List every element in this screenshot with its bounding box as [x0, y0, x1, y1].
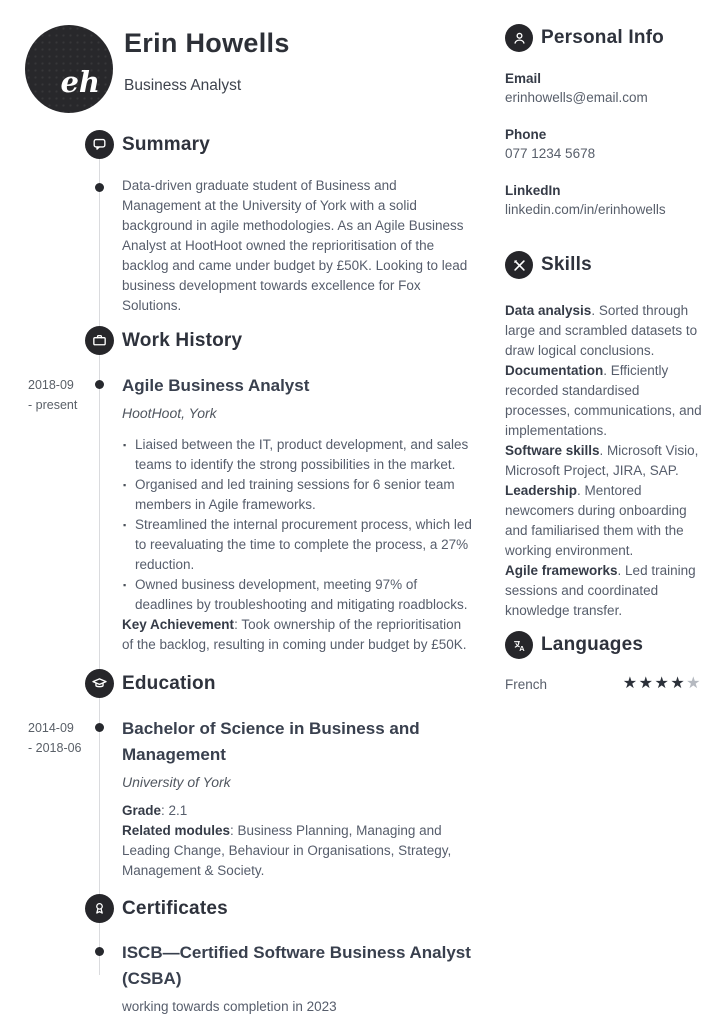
certificates-header — [122, 894, 474, 923]
summary-header — [122, 130, 474, 159]
skill-item — [505, 481, 702, 561]
language-rating-stars — [623, 675, 702, 693]
skill-item — [505, 441, 702, 481]
modules-value: : Business Planning, Managing and Leading Change, Behaviour in Organisations, Strategy, Management & Society. — [122, 823, 452, 878]
timeline-dot — [95, 723, 104, 732]
certificate-entry — [122, 940, 474, 1017]
section-skills — [505, 251, 702, 621]
work-entry-title: Agile Business Analyst — [122, 376, 310, 395]
work-entry-date — [28, 375, 98, 415]
section-work-history — [28, 326, 474, 655]
skill-desc: . Mentored newcomers during onboarding and familiarised them with the working environment. — [505, 483, 687, 558]
work-bullet: ▪ Streamlined the internal procurement process, which led to reevaluating the time to complete the process, a 27% reduction. — [122, 515, 474, 575]
certificate-note: working towards completion in 2023 — [122, 999, 337, 1014]
contact-item-email — [505, 69, 702, 108]
languages-title: Languages — [541, 634, 644, 655]
key-achievement-text: : Took ownership of the reprioritisation of the backlog, resulting in coming under budget by £50K. — [122, 617, 467, 652]
skill-name: Software skills — [505, 443, 600, 458]
resume-header — [0, 0, 482, 118]
work-entry — [28, 373, 474, 655]
briefcase-icon — [85, 326, 114, 355]
timeline-dot — [95, 947, 104, 956]
grade-value: : 2.1 — [161, 803, 188, 818]
skill-item — [505, 361, 702, 441]
skill-desc: . Sorted through large and scrambled datasets to draw logical conclusions. — [505, 303, 698, 358]
star-filled-icon: ★ — [670, 675, 687, 692]
skill-desc: . Led training sessions and coordinated knowledge transfer. — [505, 563, 696, 618]
email-value: erinhowells@email.com — [505, 90, 648, 105]
grade-line — [122, 801, 474, 821]
modules-label: Related modules — [122, 823, 231, 838]
summary-text: Data-driven graduate student of Business and Management at the University of York with a solid background in agile methodologies. As an Agile Business Analyst at HootHoot owned the reprioritisation of the backlog and came under budget by £50K. Looking to lead business development towards excellence for Fox Solutions. — [122, 178, 468, 313]
section-languages — [505, 631, 702, 693]
svg-text:A: A — [518, 643, 525, 653]
work-bullet: ▪ Liaised between the IT, product development, and sales teams to identify the strong possibilities in the market. — [122, 435, 474, 475]
skills-title: Skills — [541, 254, 592, 275]
skill-item — [505, 561, 702, 621]
candidate-name: Erin Howells — [124, 28, 290, 58]
grade-label: Grade — [122, 803, 162, 818]
timeline-dot — [95, 380, 104, 389]
section-summary — [122, 130, 474, 316]
skill-name: Documentation — [505, 363, 604, 378]
work-history-title: Work History — [122, 329, 243, 351]
award-ribbon-icon — [85, 894, 114, 923]
education-title: Education — [122, 672, 216, 694]
modules-line — [122, 821, 474, 881]
translate-icon — [505, 631, 533, 659]
skill-desc: . Microsoft Visio, Microsoft Project, JIRA, SAP. — [505, 443, 699, 478]
star-empty-icon: ★ — [686, 675, 702, 692]
personal-info-header — [505, 24, 702, 52]
certificate-entry-title: ISCB—Certified Software Business Analyst (CSBA) — [122, 943, 471, 988]
speech-bubble-icon — [85, 130, 114, 159]
section-certificates — [122, 894, 474, 1017]
contact-item-linkedin — [505, 181, 702, 220]
star-filled-icon: ★ — [638, 675, 655, 692]
skill-name: Leadership — [505, 483, 578, 498]
work-bullet-list — [122, 435, 474, 615]
crossed-tools-icon — [505, 251, 533, 279]
date-start: 2018-09 — [28, 378, 74, 392]
skill-desc: . Efficiently recorded standardised processes, communications, and implementations. — [505, 363, 702, 438]
side-column — [505, 0, 702, 693]
linkedin-value: linkedin.com/in/erinhowells — [505, 202, 666, 217]
star-filled-icon: ★ — [622, 675, 639, 692]
skills-header — [505, 251, 702, 279]
education-header — [122, 669, 474, 698]
section-education — [28, 669, 474, 881]
languages-header — [505, 631, 702, 659]
key-achievement — [122, 615, 474, 655]
timeline-dot — [95, 183, 104, 192]
phone-value: 077 1234 5678 — [505, 146, 596, 161]
candidate-job-title: Business Analyst — [124, 77, 242, 94]
date-end: - present — [28, 398, 78, 412]
education-entry-school: University of York — [122, 774, 231, 790]
star-filled-icon: ★ — [654, 675, 671, 692]
summary-entry — [122, 176, 474, 316]
date-start: 2014-09 — [28, 721, 74, 735]
graduation-cap-icon — [85, 669, 114, 698]
language-row — [505, 675, 702, 693]
education-entry-title: Bachelor of Science in Business and Management — [122, 719, 420, 764]
linkedin-label: LinkedIn — [505, 183, 561, 198]
skills-list — [505, 301, 702, 621]
avatar-initials: eh — [60, 65, 100, 99]
date-end: - 2018-06 — [28, 741, 82, 755]
personal-info-title: Personal Info — [541, 27, 664, 48]
phone-label: Phone — [505, 127, 547, 142]
work-entry-company: HootHoot, York — [122, 405, 217, 421]
person-icon — [505, 24, 533, 52]
work-history-header — [122, 326, 474, 355]
skill-item — [505, 301, 702, 361]
avatar — [25, 25, 113, 113]
education-entry-date — [28, 718, 98, 758]
education-details — [122, 801, 474, 881]
work-bullet: ▪ Owned business development, meeting 97% of deadlines by troubleshooting and mitigating roadblocks. — [122, 575, 474, 615]
contact-item-phone — [505, 125, 702, 164]
email-label: Email — [505, 71, 542, 86]
certificates-title: Certificates — [122, 897, 228, 919]
work-bullet: ▪ Organised and led training sessions for 6 senior team members in Agile frameworks. — [122, 475, 474, 515]
language-name: French — [505, 676, 548, 692]
skill-name: Agile frameworks — [505, 563, 618, 578]
summary-title: Summary — [122, 133, 210, 155]
key-achievement-label: Key Achievement — [122, 617, 235, 632]
section-personal-info — [505, 24, 702, 220]
education-entry — [28, 716, 474, 881]
skill-name: Data analysis — [505, 303, 592, 318]
